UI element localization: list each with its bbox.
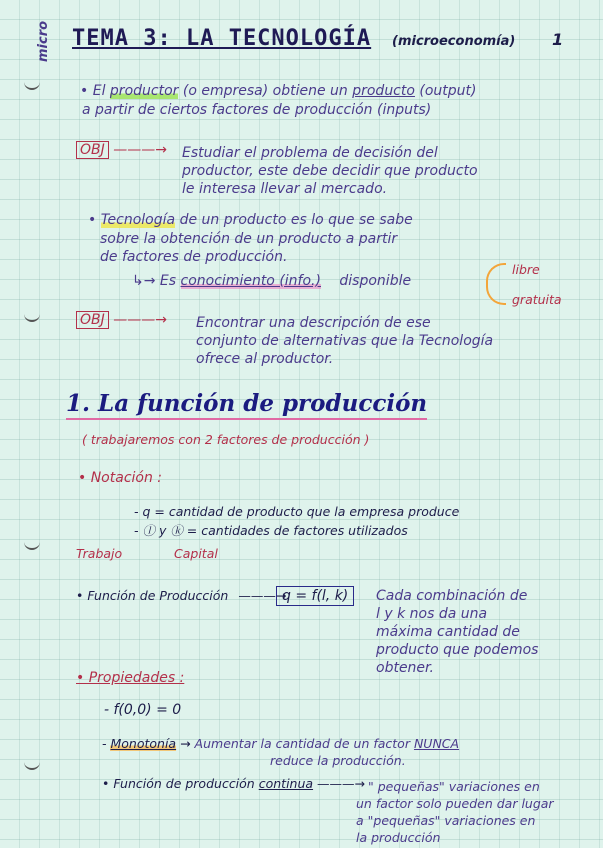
production-formula: q = f(l, k) — [276, 586, 354, 606]
section-title: 1. La función de producción — [66, 390, 427, 420]
intro-line-2: a partir de ciertos factores de producción (inputs) — [82, 102, 432, 118]
propiedad-2: - Monotonía → Aumentar la cantidad de un factor NUNCA — [102, 736, 460, 751]
propiedad-3-line-4: la producción — [356, 830, 441, 845]
tecnologia-highlight: Tecnología — [100, 212, 176, 228]
monotonia-highlight: Monotonía — [110, 736, 177, 751]
funcion-desc-3: máxima cantidad de — [376, 624, 520, 640]
tecnologia-line-4: ↳→ Es conocimiento (info.) disponible — [132, 273, 412, 289]
side-label: micro — [36, 20, 51, 62]
obj-2 — [76, 312, 167, 328]
arrow-icon: ———→ — [113, 142, 167, 158]
productor-highlight: productor — [109, 83, 179, 99]
propiedad-1: - f(0,0) = 0 — [104, 702, 182, 718]
obj-1-line-2: productor, este debe decidir que producto — [182, 163, 478, 179]
funcion-desc-4: producto que podemos — [376, 642, 539, 658]
page-subtitle: (microeconomía) — [392, 34, 516, 49]
obj-1 — [76, 142, 167, 158]
obj-2-line-3: ofrece al productor. — [196, 351, 334, 367]
tecnologia-line-1: • Tecnología de un producto es lo que se sabe — [88, 212, 413, 228]
propiedad-3-line-3: a "pequeñas" variaciones en — [356, 813, 536, 828]
funcion-desc-5: obtener. — [376, 660, 434, 676]
arrow-icon: ↳→ Es — [132, 273, 177, 289]
page-title: TEMA 3: LA TECNOLOGÍA — [72, 26, 372, 51]
trabajo-label: Trabajo — [76, 546, 123, 561]
propiedades-label: • Propiedades : — [76, 670, 185, 686]
gratuita-label: gratuita — [512, 292, 562, 307]
funcion-label: • Función de Producción ———→ — [76, 588, 287, 603]
brace-icon — [486, 263, 506, 305]
arrow-icon: ———→ — [113, 312, 167, 328]
arrow-icon: ———→ — [238, 588, 287, 603]
capital-label: Capital — [174, 546, 218, 561]
obj-2-line-2: conjunto de alternativas que la Tecnología — [196, 333, 494, 349]
obj-1-line-1: Estudiar el problema de decisión del — [182, 145, 438, 161]
tecnologia-line-2: sobre la obtención de un producto a partir — [100, 231, 398, 247]
libre-label: libre — [512, 262, 540, 277]
propiedad-3-line-1: " pequeñas" variaciones en — [368, 779, 540, 794]
obj-2-line-1: Encontrar una descripción de ese — [196, 315, 431, 331]
arrow-icon: ———→ — [317, 776, 366, 791]
propiedad-3-line-2: un factor solo pueden dar lugar — [356, 796, 554, 811]
obj-label: OBJ — [76, 311, 109, 329]
binder-hole — [24, 312, 40, 322]
section-note: ( trabajaremos con 2 factores de producción ) — [82, 432, 370, 447]
binder-hole — [24, 760, 40, 770]
conocimiento-highlight: conocimiento (info.) — [180, 273, 321, 289]
intro-line-1: • El productor (o empresa) obtiene un producto (output) — [80, 83, 477, 99]
funcion-desc-1: Cada combinación de — [376, 588, 528, 604]
tecnologia-line-3: de factores de producción. — [100, 249, 288, 265]
arrow-icon: → — [180, 736, 191, 751]
page-number: 1 — [552, 30, 564, 49]
obj-1-line-3: le interesa llevar al mercado. — [182, 181, 388, 197]
binder-hole — [24, 540, 40, 550]
obj-label: OBJ — [76, 141, 109, 159]
notacion-label: • Notación : — [78, 470, 163, 486]
propiedad-2-line-2: reduce la producción. — [270, 753, 406, 768]
binder-hole — [24, 80, 40, 90]
notacion-lk: - ⓛ y ⓚ = cantidades de factores utilizados — [134, 523, 408, 538]
funcion-desc-2: l y k nos da una — [376, 606, 488, 622]
notacion-q: - q = cantidad de producto que la empresa produce — [134, 504, 460, 519]
propiedad-3: • Función de producción continua ———→ — [102, 776, 366, 791]
